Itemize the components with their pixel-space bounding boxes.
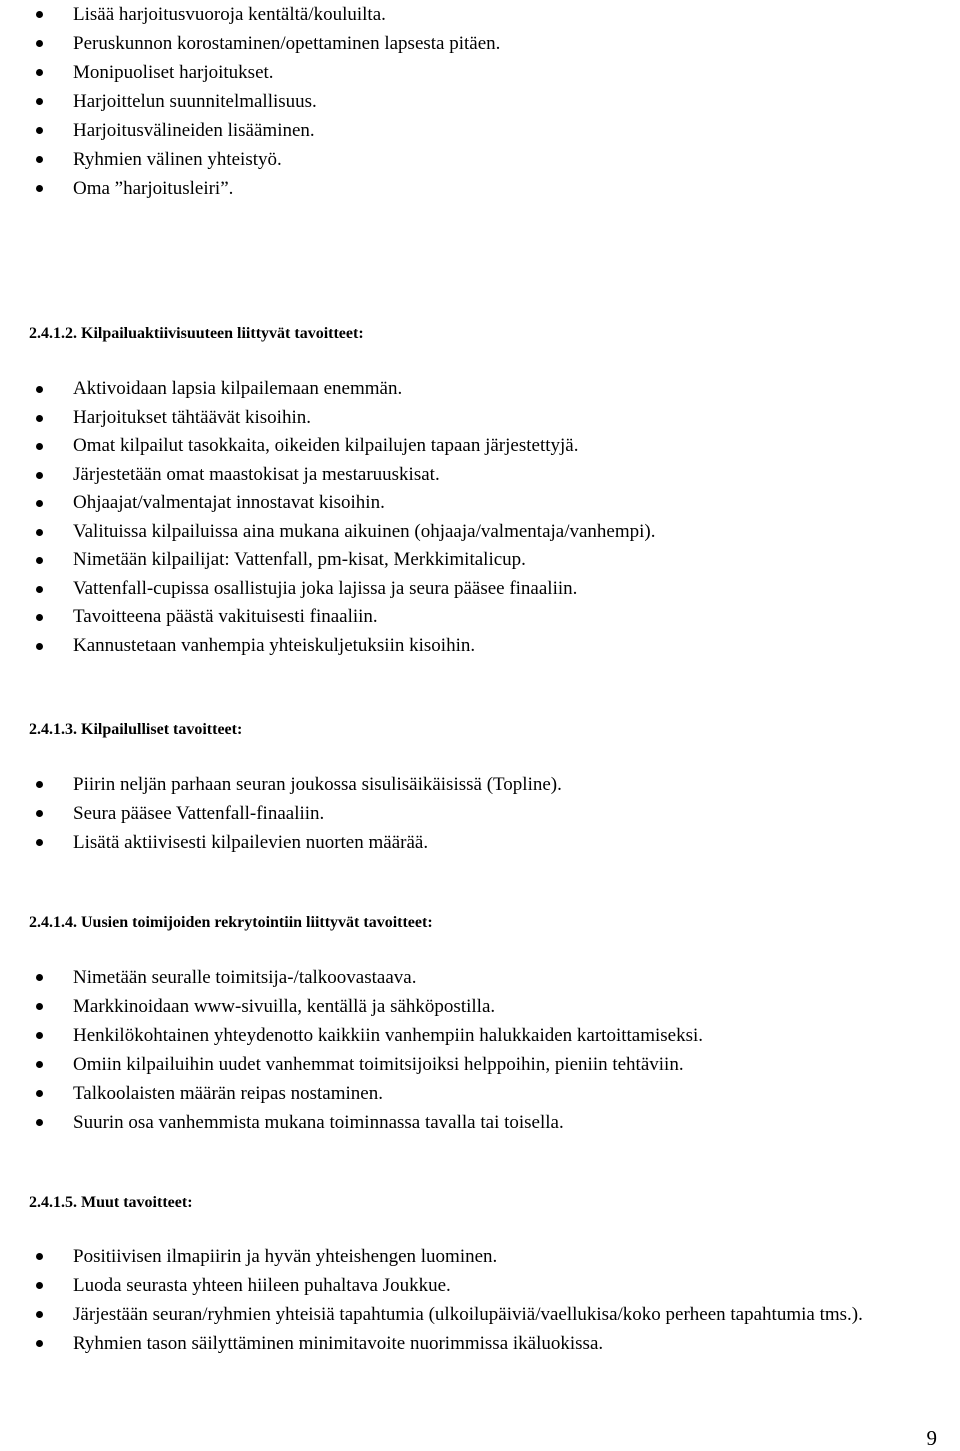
list-item: Nimetään seuralle toimitsija-/talkoovastaava. — [0, 963, 960, 992]
list-item: Talkoolaisten määrän reipas nostaminen. — [0, 1079, 960, 1108]
bullet-icon — [36, 974, 43, 981]
list-item: Lisää harjoitusvuoroja kentältä/kouluilta. — [0, 0, 960, 29]
section-bullet-list — [0, 1242, 960, 1358]
bullet-icon — [36, 1282, 43, 1289]
bullet-icon — [36, 386, 43, 393]
bullet-icon — [36, 1311, 43, 1318]
list-item: Järjestään seuran/ryhmien yhteisiä tapahtumia (ulkoilupäiviä/vaellukisa/koko perheen tapahtumia tms.). — [0, 1300, 960, 1329]
bullet-icon — [36, 443, 43, 450]
bullet-icon — [36, 1061, 43, 1068]
list-item: Piirin neljän parhaan seuran joukossa sisulisäikäisissä (Topline). — [0, 770, 960, 799]
list-item: Positiivisen ilmapiirin ja hyvän yhteishengen luominen. — [0, 1242, 960, 1271]
bullet-icon — [36, 1119, 43, 1126]
bullet-icon — [36, 69, 43, 76]
bullet-icon — [36, 1340, 43, 1347]
section-heading — [29, 914, 433, 932]
bullet-icon — [36, 185, 43, 192]
list-item: Vattenfall-cupissa osallistujia joka lajissa ja seura pääsee finaaliin. — [0, 575, 960, 604]
bullet-icon — [36, 839, 43, 846]
list-item: Harjoitusvälineiden lisääminen. — [0, 116, 960, 145]
list-item: Ryhmien tason säilyttäminen minimitavoite nuorimmissa ikäluokissa. — [0, 1329, 960, 1358]
bullet-icon — [36, 472, 43, 479]
section-number: 2.4.1.3. — [29, 721, 77, 738]
list-item: Omiin kilpailuihin uudet vanhemmat toimitsijoiksi helppoihin, pieniin tehtäviin. — [0, 1050, 960, 1079]
section-number: 2.4.1.4. — [29, 914, 77, 931]
section-bullet-list — [0, 963, 960, 1137]
bullet-icon — [36, 1003, 43, 1010]
list-item: Seura pääsee Vattenfall-finaaliin. — [0, 799, 960, 828]
bullet-icon — [36, 500, 43, 507]
section-bullet-list — [0, 770, 960, 857]
bullet-icon — [36, 40, 43, 47]
section-title: Kilpailuaktiivisuuteen liittyvät tavoitteet: — [81, 325, 364, 342]
section-title: Kilpailulliset tavoitteet: — [81, 721, 243, 738]
list-item: Kannustetaan vanhempia yhteiskuljetuksiin kisoihin. — [0, 632, 960, 661]
list-item: Luoda seurasta yhteen hiileen puhaltava Joukkue. — [0, 1271, 960, 1300]
list-item: Harjoitukset tähtäävät kisoihin. — [0, 404, 960, 433]
bullet-icon — [36, 557, 43, 564]
bullet-icon — [36, 1253, 43, 1260]
list-item: Valituissa kilpailuissa aina mukana aikuinen (ohjaaja/valmentaja/vanhempi). — [0, 518, 960, 547]
bullet-icon — [36, 586, 43, 593]
list-item: Omat kilpailut tasokkaita, oikeiden kilpailujen tapaan järjestettyjä. — [0, 432, 960, 461]
intro-bullet-list — [0, 0, 960, 203]
list-item: Lisätä aktiivisesti kilpailevien nuorten määrää. — [0, 828, 960, 857]
list-item: Tavoitteena päästä vakituisesti finaaliin. — [0, 603, 960, 632]
bullet-icon — [36, 614, 43, 621]
bullet-icon — [36, 156, 43, 163]
list-item: Suurin osa vanhemmista mukana toiminnassa tavalla tai toisella. — [0, 1108, 960, 1137]
bullet-icon — [36, 529, 43, 536]
list-item: Peruskunnon korostaminen/opettaminen lapsesta pitäen. — [0, 29, 960, 58]
list-item: Ryhmien välinen yhteistyö. — [0, 145, 960, 174]
bullet-icon — [36, 810, 43, 817]
bullet-icon — [36, 781, 43, 788]
bullet-icon — [36, 415, 43, 422]
section-heading — [29, 325, 364, 343]
list-item: Järjestetään omat maastokisat ja mestaruuskisat. — [0, 461, 960, 490]
bullet-icon — [36, 11, 43, 18]
bullet-icon — [36, 1032, 43, 1039]
list-item: Oma ”harjoitusleiri”. — [0, 174, 960, 203]
section-heading — [29, 1194, 193, 1212]
section-number: 2.4.1.2. — [29, 325, 77, 342]
list-item: Ohjaajat/valmentajat innostavat kisoihin. — [0, 489, 960, 518]
section-bullet-list — [0, 375, 960, 660]
list-item: Nimetään kilpailijat: Vattenfall, pm-kisat, Merkkimitalicup. — [0, 546, 960, 575]
bullet-icon — [36, 1090, 43, 1097]
list-item: Monipuoliset harjoitukset. — [0, 58, 960, 87]
bullet-icon — [36, 127, 43, 134]
list-item: Aktivoidaan lapsia kilpailemaan enemmän. — [0, 375, 960, 404]
section-heading — [29, 721, 242, 739]
page-number: 9 — [926, 1426, 937, 1450]
section-number: 2.4.1.5. — [29, 1194, 77, 1211]
section-title: Muut tavoitteet: — [81, 1194, 193, 1211]
list-item: Markkinoidaan www-sivuilla, kentällä ja sähköpostilla. — [0, 992, 960, 1021]
bullet-icon — [36, 98, 43, 105]
list-item: Harjoittelun suunnitelmallisuus. — [0, 87, 960, 116]
section-title: Uusien toimijoiden rekrytointiin liittyvät tavoitteet: — [81, 914, 433, 931]
bullet-icon — [36, 643, 43, 650]
list-item: Henkilökohtainen yhteydenotto kaikkiin vanhempiin halukkaiden kartoittamiseksi. — [0, 1021, 960, 1050]
